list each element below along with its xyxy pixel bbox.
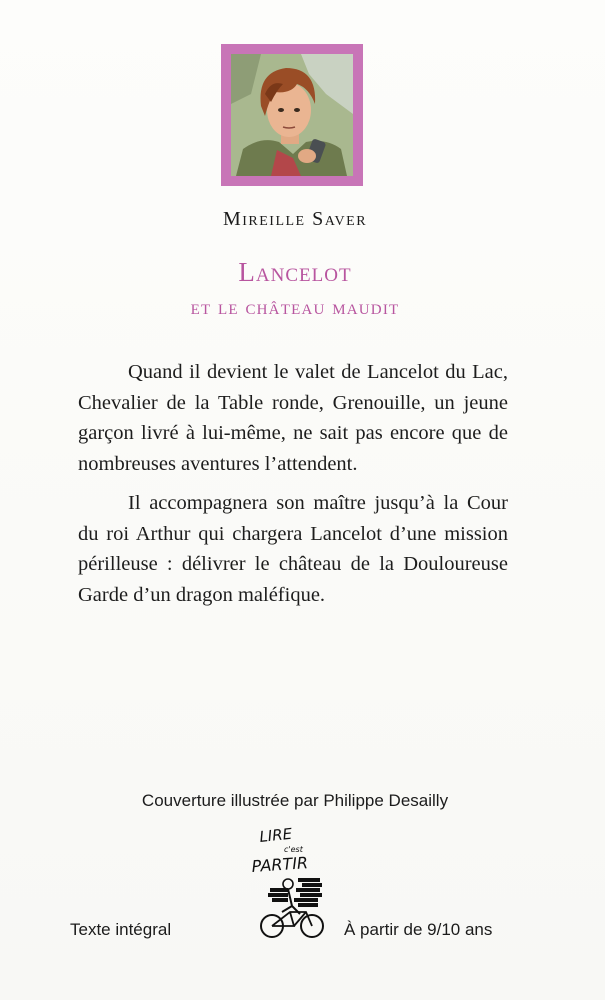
author-name: Mireille Saver xyxy=(222,208,368,230)
age-range-label: À partir de 9/10 ans xyxy=(344,920,493,939)
boy-portrait-illustration xyxy=(231,54,353,176)
svg-text:c'est: c'est xyxy=(284,845,303,854)
cover-illustration xyxy=(231,54,353,176)
cover-illustration-frame xyxy=(221,44,363,186)
publisher-logo-icon xyxy=(248,822,334,942)
illustration-credit: Couverture illustrée par Philippe Desailly xyxy=(141,791,449,810)
full-text-label: Texte intégral xyxy=(70,920,172,939)
svg-text:LIRE: LIRE xyxy=(258,824,293,846)
lire-cest-partir-logo xyxy=(248,822,334,942)
book-title-line1: Lancelot xyxy=(238,257,352,287)
summary-paragraph: Il accompagnera son maître jusqu’à la Cour du roi Arthur qui chargera Lancelot d’une mission périlleuse : délivrer le château de la Douloureuse Garde d’un dragon maléfique. xyxy=(78,492,508,606)
book-title-line2: et le château maudit xyxy=(190,294,400,319)
summary-text xyxy=(78,357,508,619)
svg-text:PARTIR: PARTIR xyxy=(250,853,309,876)
summary-paragraph: Quand il devient le valet de Lancelot du Lac, Chevalier de la Table ronde, Grenouille, un jeune garçon livré à lui-même, ne sait pas encore que de nombreuses aventures l’attendent. xyxy=(78,361,508,475)
